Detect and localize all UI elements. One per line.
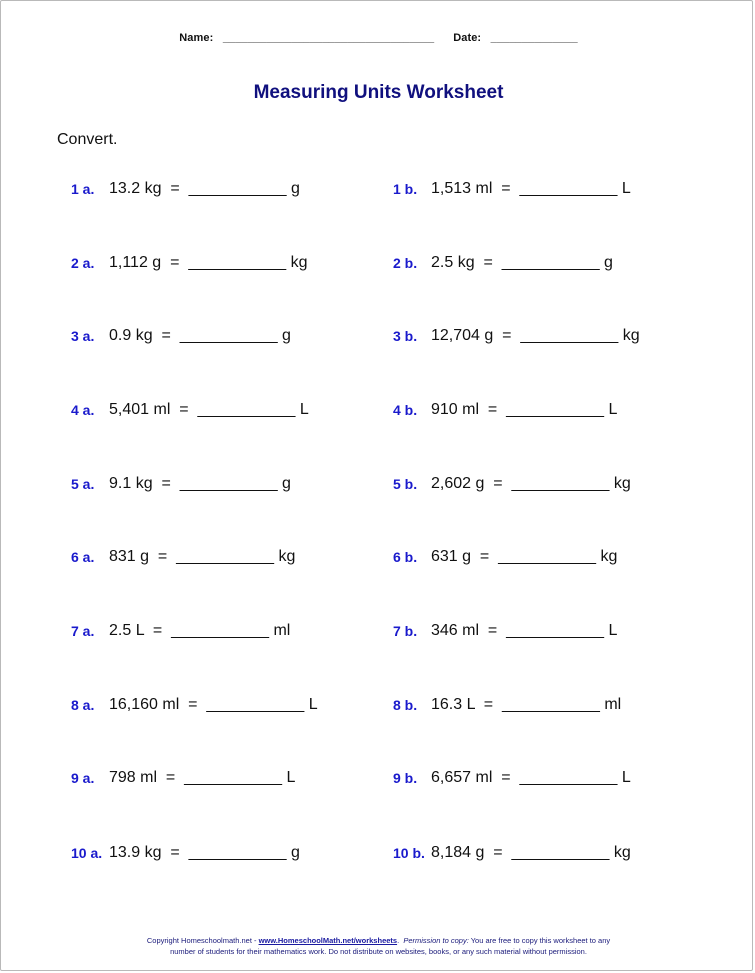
problem-7b <box>393 619 617 643</box>
problem-4a <box>71 398 309 422</box>
problem-expression: 831 g = ___________ kg <box>109 548 296 565</box>
problem-number: 3 a. <box>71 328 95 344</box>
date-blank: ______________ <box>490 32 578 44</box>
name-label: Name: <box>179 32 214 44</box>
permission-text-2: number of students for their mathematics work. Do not distribute on websites, books, or any such material without permission. <box>170 947 587 956</box>
copyright-footer <box>1 935 755 957</box>
problem-5b <box>393 472 631 496</box>
problem-number: 6 a. <box>71 549 95 565</box>
problem-expression: 2.5 kg = ___________ g <box>431 254 613 271</box>
problem-number: 8 b. <box>393 697 418 713</box>
problem-number: 2 b. <box>393 255 418 271</box>
problem-expression: 16,160 ml = ___________ L <box>109 696 318 713</box>
problem-expression: 0.9 kg = ___________ g <box>109 327 291 344</box>
problem-10b <box>393 841 631 865</box>
problem-expression: 1,112 g = ___________ kg <box>109 254 308 271</box>
problem-7a <box>71 619 290 643</box>
problem-number: 2 a. <box>71 255 95 271</box>
problem-number: 5 a. <box>71 476 95 492</box>
problem-number: 10 b. <box>393 845 425 861</box>
problem-number: 4 a. <box>71 402 95 418</box>
problem-expression: 12,704 g = ___________ kg <box>431 327 640 344</box>
problem-expression: 8,184 g = ___________ kg <box>431 844 631 861</box>
problem-expression: 798 ml = ___________ L <box>109 769 296 786</box>
problem-number: 6 b. <box>393 549 418 565</box>
problem-number: 4 b. <box>393 402 418 418</box>
date-label: Date: <box>453 32 482 44</box>
problem-5a <box>71 472 291 496</box>
copyright-text: Copyright Homeschoolmath.net - <box>146 936 259 945</box>
problem-expression: 13.2 kg = ___________ g <box>109 180 300 197</box>
problem-expression: 5,401 ml = ___________ L <box>109 401 309 418</box>
problem-expression: 2.5 L = ___________ ml <box>109 622 291 639</box>
instructions: Convert. <box>57 131 118 148</box>
problem-expression: 16.3 L = ___________ ml <box>431 696 622 713</box>
problem-expression: 13.9 kg = ___________ g <box>109 844 300 861</box>
problem-3b <box>393 324 640 348</box>
permission-label: Permission to copy: <box>403 936 469 945</box>
problem-expression: 6,657 ml = ___________ L <box>431 769 631 786</box>
worksheets-link[interactable]: www.HomeschoolMath.net/worksheets <box>258 936 398 945</box>
problem-1a <box>71 177 300 201</box>
problem-8a <box>71 693 318 717</box>
problem-expression: 2,602 g = ___________ kg <box>431 475 631 492</box>
problem-9a <box>71 766 295 790</box>
problem-3a <box>71 324 291 348</box>
problem-9b <box>393 766 631 790</box>
name-date-line <box>1 32 755 44</box>
problem-8b <box>393 693 621 717</box>
problem-number: 7 a. <box>71 623 95 639</box>
problem-number: 9 a. <box>71 770 95 786</box>
problem-4b <box>393 398 617 422</box>
permission-text-1: You are free to copy this worksheet to any <box>468 936 611 945</box>
problem-number: 1 b. <box>393 181 418 197</box>
problem-number: 1 a. <box>71 181 95 197</box>
problem-6b <box>393 545 617 569</box>
problem-expression: 1,513 ml = ___________ L <box>431 180 631 197</box>
problem-2a <box>71 251 308 275</box>
problem-6a <box>71 545 295 569</box>
page-title: Measuring Units Worksheet <box>253 82 504 103</box>
problem-expression: 346 ml = ___________ L <box>431 622 618 639</box>
problem-number: 5 b. <box>393 476 418 492</box>
problem-expression: 910 ml = ___________ L <box>431 401 618 418</box>
problem-number: 7 b. <box>393 623 418 639</box>
problem-10a <box>71 841 300 865</box>
problem-expression: 9.1 kg = ___________ g <box>109 475 291 492</box>
problem-number: 10 a. <box>71 845 103 861</box>
problem-number: 3 b. <box>393 328 418 344</box>
name-blank: __________________________________ <box>222 32 435 44</box>
problem-expression: 631 g = ___________ kg <box>431 548 618 565</box>
problem-number: 9 b. <box>393 770 418 786</box>
problem-number: 8 a. <box>71 697 95 713</box>
problem-2b <box>393 251 613 275</box>
problem-1b <box>393 177 631 201</box>
footer-separator: . <box>397 936 404 945</box>
